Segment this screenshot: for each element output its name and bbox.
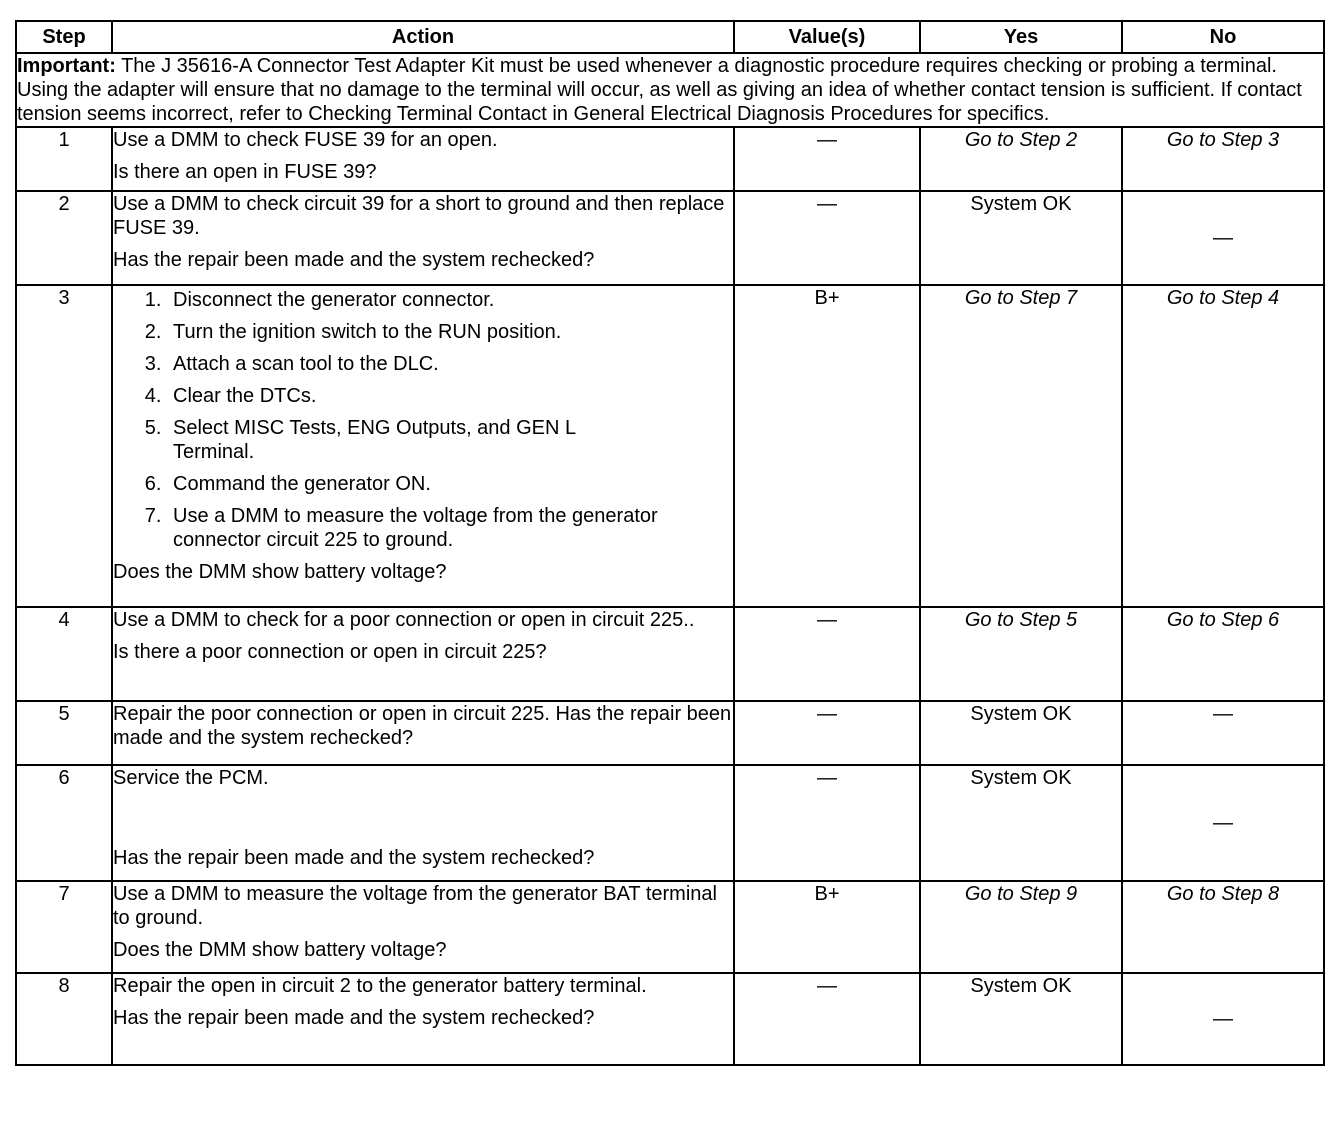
step-action (112, 973, 734, 1065)
step-action (112, 285, 734, 607)
step-number: 1 (16, 127, 112, 191)
table-row (16, 191, 1324, 285)
action-question: Has the repair been made and the system rechecked? (113, 847, 595, 869)
no-result: — (1122, 765, 1324, 881)
substep-item: 7. Use a DMM to measure the voltage from the generator connector circuit 225 to ground. (167, 504, 733, 552)
yes-result: Go to Step 2 (920, 127, 1122, 191)
step-value: — (734, 973, 920, 1065)
no-result: Go to Step 8 (1122, 881, 1324, 973)
no-result: Go to Step 6 (1122, 607, 1324, 701)
step-value: — (734, 765, 920, 881)
important-note (16, 53, 1324, 127)
action-text: Use a DMM to check for a poor connection or open in circuit 225.. (113, 609, 695, 631)
no-result: — (1122, 701, 1324, 765)
step-number: 6 (16, 765, 112, 881)
no-result: — (1122, 191, 1324, 285)
action-question: Does the DMM show battery voltage? (113, 939, 447, 961)
substep-item: 2. Turn the ignition switch to the RUN position. (167, 320, 733, 344)
yes-result: Go to Step 7 (920, 285, 1122, 607)
step-value: — (734, 191, 920, 285)
action-question: Has the repair been made and the system rechecked? (113, 249, 595, 271)
table-row (16, 765, 1324, 881)
yes-result: System OK (920, 973, 1122, 1065)
action-question: Is there a poor connection or open in circuit 225? (113, 641, 547, 663)
yes-result: System OK (920, 191, 1122, 285)
step-number: 4 (16, 607, 112, 701)
table-row (16, 973, 1324, 1065)
table-row (16, 701, 1324, 765)
action-text: Repair the poor connection or open in circuit 225. Has the repair been made and the system rechecked? (113, 703, 732, 749)
action-text: Service the PCM. (113, 767, 269, 789)
step-action (112, 127, 734, 191)
action-text: Use a DMM to check FUSE 39 for an open. (113, 129, 498, 151)
no-result: Go to Step 3 (1122, 127, 1324, 191)
header-no: No (1122, 21, 1324, 53)
yes-result: Go to Step 5 (920, 607, 1122, 701)
action-question: Is there an open in FUSE 39? (113, 161, 377, 183)
action-text: Use a DMM to measure the voltage from the generator BAT terminal to ground. (113, 883, 717, 929)
yes-result: System OK (920, 765, 1122, 881)
action-question: Does the DMM show battery voltage? (113, 561, 447, 583)
step-action (112, 701, 734, 765)
step-action (112, 881, 734, 973)
step-value: B+ (734, 881, 920, 973)
substep-item: 3. Attach a scan tool to the DLC. (167, 352, 733, 376)
header-yes: Yes (920, 21, 1122, 53)
step-number: 7 (16, 881, 112, 973)
important-text: The J 35616-A Connector Test Adapter Kit must be used whenever a diagnostic procedure requires checking or probing a terminal. Using the adapter will ensure that no damage to the terminal will occur, as well as giving an idea of whether contact tension is sufficient. If contact tension seems incorrect, refer to Checking Terminal Contact in General Electrical Diagnosis Procedures for specifics. (17, 55, 1302, 125)
step-value: — (734, 607, 920, 701)
yes-result: System OK (920, 701, 1122, 765)
action-question: Has the repair been made and the system rechecked? (113, 1007, 595, 1029)
step-number: 3 (16, 285, 112, 607)
yes-result: Go to Step 9 (920, 881, 1122, 973)
step-number: 2 (16, 191, 112, 285)
substep-item: 5. Select MISC Tests, ENG Outputs, and GEN L Terminal. (167, 416, 733, 464)
step-number: 5 (16, 701, 112, 765)
diagnostic-table (15, 20, 1325, 1066)
step-action (112, 607, 734, 701)
header-step: Step (16, 21, 112, 53)
diagnostic-table-sheet (15, 20, 1325, 1066)
substep-item: 6. Command the generator ON. (167, 472, 733, 496)
important-note-row (16, 53, 1324, 127)
table-row (16, 607, 1324, 701)
header-values: Value(s) (734, 21, 920, 53)
step-value: B+ (734, 285, 920, 607)
action-text: Repair the open in circuit 2 to the generator battery terminal. (113, 975, 647, 997)
no-result: — (1122, 973, 1324, 1065)
table-header-row (16, 21, 1324, 53)
step-value: — (734, 127, 920, 191)
header-action: Action (112, 21, 734, 53)
table-row (16, 881, 1324, 973)
table-row (16, 127, 1324, 191)
step-number: 8 (16, 973, 112, 1065)
action-text: Use a DMM to check circuit 39 for a short to ground and then replace FUSE 39. (113, 193, 725, 239)
substep-item: 1. Disconnect the generator connector. (167, 288, 733, 312)
important-label: Important: (17, 55, 116, 77)
step-action (112, 191, 734, 285)
step-value: — (734, 701, 920, 765)
substep-item: 4. Clear the DTCs. (167, 384, 733, 408)
substep-list (113, 288, 733, 552)
table-row (16, 285, 1324, 607)
step-action (112, 765, 734, 881)
no-result: Go to Step 4 (1122, 285, 1324, 607)
